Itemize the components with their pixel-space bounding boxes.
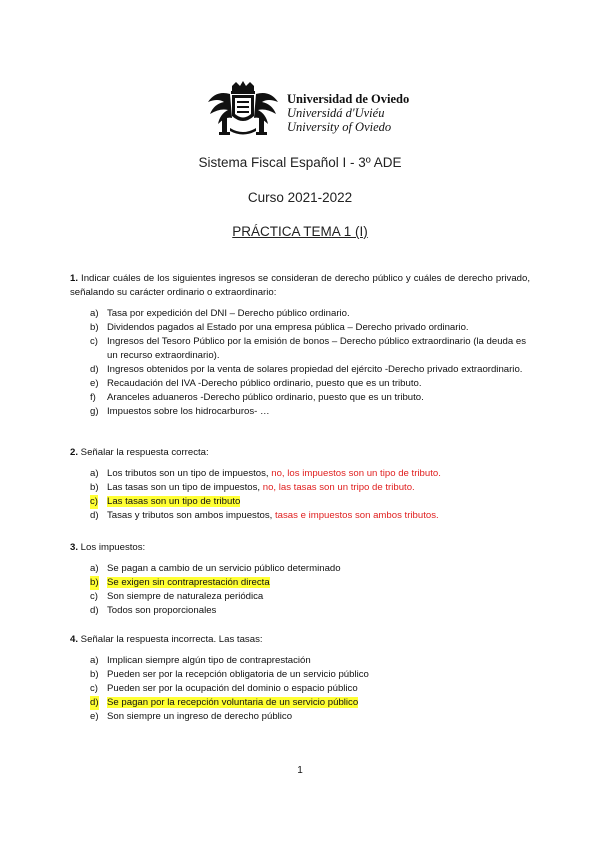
list-item: a) Se pagan a cambio de un servicio público determinado [90, 563, 341, 574]
highlighted-answer: Las tasas son un tipo de tributo [107, 496, 241, 507]
course-subject-title: Sistema Fiscal Español I - 3º ADE [198, 155, 402, 170]
list-item: c) Son siempre de naturaleza periódica [90, 591, 264, 602]
list-item: a) Los tributos son un tipo de impuestos, no, los impuestos son un tipo de tributo. [90, 468, 441, 479]
question-2 [70, 446, 530, 523]
question-4 [70, 633, 530, 724]
question-2-options [70, 467, 530, 523]
answer-annotation: tasas e impuestos son ambos tributos. [274, 510, 439, 521]
question-text: Señalar la respuesta correcta: [78, 447, 209, 458]
question-1-statement [70, 272, 530, 300]
question-4-options [70, 654, 530, 724]
list-item: b) Las tasas son un tipo de impuestos, no, las tasas son un tripo de tributo. [90, 482, 415, 493]
list-item-highlighted: d) Se pagan por la recepción voluntaria de un servicio público [90, 697, 359, 708]
question-3-options [70, 562, 530, 618]
list-item: e) Son siempre un ingreso de derecho público [90, 711, 293, 722]
university-names [287, 92, 409, 134]
university-name-es: Universidad de Oviedo [287, 92, 410, 106]
list-item: b) Dividendos pagados al Estado por una empresa pública – Derecho privado ordinario. [90, 322, 469, 333]
question-number: 1. [70, 273, 79, 284]
practice-title: PRÁCTICA TEMA 1 (I) [232, 224, 368, 239]
university-name-en: University of Oviedo [287, 120, 392, 134]
university-crest-logo [204, 80, 282, 138]
list-item-highlighted: c) Las tasas son un tipo de tributo [90, 496, 241, 507]
highlighted-answer: Se exigen sin contraprestación directa [107, 577, 270, 588]
university-name-ast: Universidá d'Uviéu [287, 106, 385, 120]
question-3-statement [70, 541, 530, 555]
list-item-highlighted: b) Se exigen sin contraprestación directa [90, 577, 270, 588]
question-1 [70, 272, 530, 419]
highlighted-answer: Se pagan por la recepción voluntaria de un servicio público [107, 697, 359, 708]
list-item: e) Recaudación del IVA -Derecho público ordinario, puesto que es un tributo. [90, 378, 422, 389]
list-item: d) Tasas y tributos son ambos impuestos, tasas e impuestos son ambos tributos. [90, 510, 439, 521]
list-item: c) Ingresos del Tesoro Público por la emisión de bonos – Derecho público extraordinario (la deuda es un recurso extraordinario). [90, 336, 526, 361]
page-number: 1 [297, 765, 303, 776]
list-item: d) Ingresos obtenidos por la venta de solares propiedad del ejército -Derecho privado extraordinario. [90, 364, 523, 375]
question-number: 4. [70, 634, 79, 645]
answer-annotation: no, las tasas son un tripo de tributo. [262, 482, 415, 493]
question-number: 2. [70, 447, 79, 458]
list-item: c) Pueden ser por la ocupación del dominio o espacio público [90, 683, 358, 694]
list-item: b) Pueden ser por la recepción obligatoria de un servicio público [90, 669, 369, 680]
question-text: Los impuestos: [78, 542, 146, 553]
question-number: 3. [70, 542, 79, 553]
list-item: f) Aranceles aduaneros -Derecho público ordinario, puesto que es un tributo. [90, 392, 424, 403]
question-4-statement [70, 633, 530, 647]
course-year-title: Curso 2021-2022 [247, 190, 353, 205]
list-item: a) Implican siempre algún tipo de contraprestación [90, 655, 311, 666]
answer-annotation: no, los impuestos son un tipo de tributo. [271, 468, 441, 479]
list-item: d) Todos son proporcionales [90, 605, 217, 616]
question-text: Indicar cuáles de los siguientes ingresos se consideran de derecho público y cuáles de derecho privado, señalando su carácter ordinario o extraordinario: [70, 273, 530, 298]
list-item: a) Tasa por expedición del DNI – Derecho público ordinario. [90, 308, 350, 319]
question-3 [70, 541, 530, 618]
question-text: Señalar la respuesta incorrecta. Las tasas: [78, 634, 263, 645]
question-2-statement [70, 446, 530, 460]
question-1-options [70, 307, 530, 419]
list-item: g) Impuestos sobre los hidrocarburos- … [90, 406, 270, 417]
